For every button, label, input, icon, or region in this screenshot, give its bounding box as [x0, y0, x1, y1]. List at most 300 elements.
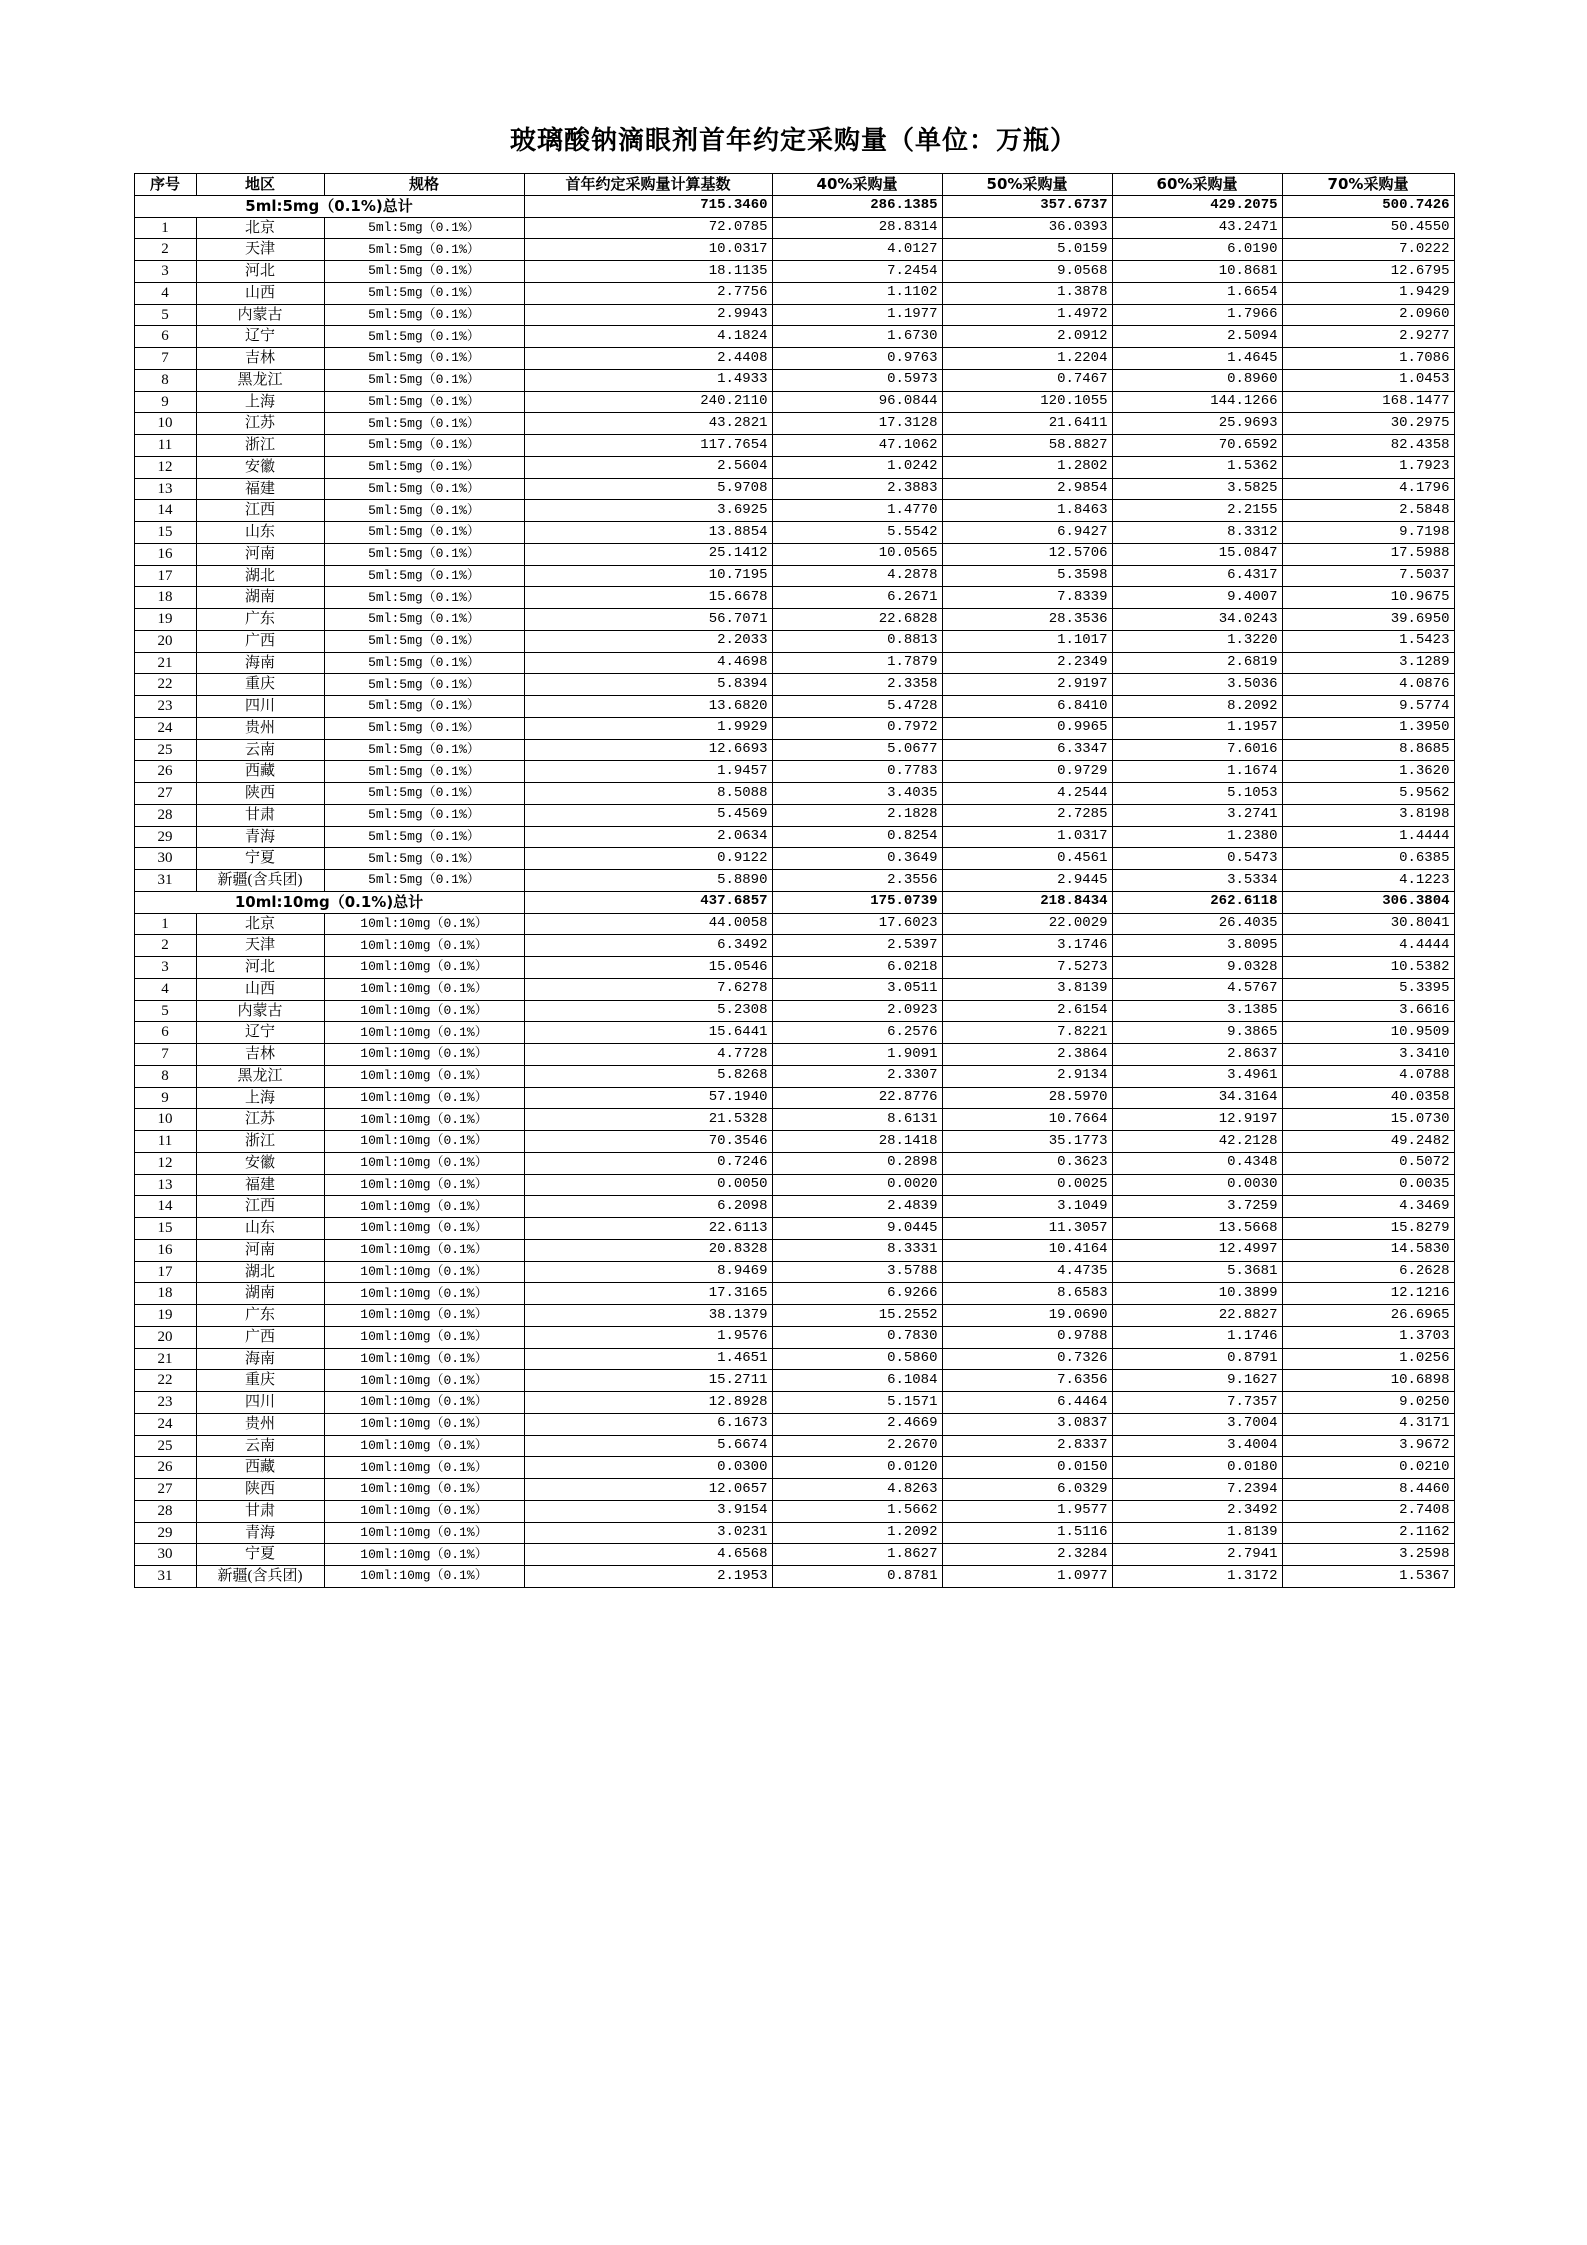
row-index: 17: [134, 1261, 196, 1283]
table-row: [134, 630, 1454, 652]
row-spec: 5ml:5mg（0.1%）: [324, 522, 524, 544]
row-index: 15: [134, 522, 196, 544]
table-row: [134, 609, 1454, 631]
row-value: 10.8681: [1112, 261, 1282, 283]
row-value: 5.9562: [1282, 783, 1454, 805]
row-index: 15: [134, 1218, 196, 1240]
row-value: 1.1746: [1112, 1326, 1282, 1348]
row-value: 1.0453: [1282, 369, 1454, 391]
table-row: [134, 1479, 1454, 1501]
table-row: [134, 239, 1454, 261]
row-value: 0.5973: [772, 369, 942, 391]
row-value: 240.2110: [524, 391, 772, 413]
row-value: 0.0150: [942, 1457, 1112, 1479]
table-body: [134, 195, 1454, 1587]
table-row: [134, 1022, 1454, 1044]
row-value: 9.7198: [1282, 522, 1454, 544]
row-index: 18: [134, 1283, 196, 1305]
row-spec: 5ml:5mg（0.1%）: [324, 761, 524, 783]
row-value: 12.4997: [1112, 1239, 1282, 1261]
row-region: 青海: [196, 826, 324, 848]
row-region: 湖北: [196, 565, 324, 587]
row-value: 7.0222: [1282, 239, 1454, 261]
row-value: 5.0159: [942, 239, 1112, 261]
row-value: 14.5830: [1282, 1239, 1454, 1261]
row-value: 2.3284: [942, 1544, 1112, 1566]
row-region: 天津: [196, 239, 324, 261]
table-row: [134, 935, 1454, 957]
row-spec: 5ml:5mg（0.1%）: [324, 696, 524, 718]
row-index: 27: [134, 783, 196, 805]
row-value: 34.0243: [1112, 609, 1282, 631]
table-row: [134, 1000, 1454, 1022]
row-value: 25.9693: [1112, 413, 1282, 435]
row-value: 12.1216: [1282, 1283, 1454, 1305]
row-region: 山东: [196, 1218, 324, 1240]
subtotal-row: [134, 195, 1454, 217]
row-region: 四川: [196, 1392, 324, 1414]
row-spec: 5ml:5mg（0.1%）: [324, 261, 524, 283]
row-value: 2.0634: [524, 826, 772, 848]
row-spec: 5ml:5mg（0.1%）: [324, 435, 524, 457]
row-value: 8.3312: [1112, 522, 1282, 544]
row-value: 0.5473: [1112, 848, 1282, 870]
table-row: [134, 456, 1454, 478]
row-region: 广西: [196, 630, 324, 652]
table-row: [134, 1500, 1454, 1522]
row-index: 22: [134, 1370, 196, 1392]
row-value: 15.6441: [524, 1022, 772, 1044]
row-value: 9.0568: [942, 261, 1112, 283]
row-region: 江苏: [196, 1109, 324, 1131]
row-value: 5.4569: [524, 804, 772, 826]
row-value: 117.7654: [524, 435, 772, 457]
row-value: 4.7728: [524, 1044, 772, 1066]
row-spec: 10ml:10mg（0.1%）: [324, 1305, 524, 1327]
row-region: 辽宁: [196, 326, 324, 348]
row-value: 3.6616: [1282, 1000, 1454, 1022]
row-spec: 10ml:10mg（0.1%）: [324, 1000, 524, 1022]
row-value: 4.0876: [1282, 674, 1454, 696]
row-value: 0.8813: [772, 630, 942, 652]
row-value: 1.2802: [942, 456, 1112, 478]
row-value: 12.9197: [1112, 1109, 1282, 1131]
row-value: 1.3703: [1282, 1326, 1454, 1348]
row-region: 重庆: [196, 674, 324, 696]
row-region: 海南: [196, 652, 324, 674]
row-value: 10.3899: [1112, 1283, 1282, 1305]
row-index: 5: [134, 304, 196, 326]
row-value: 5.4728: [772, 696, 942, 718]
row-spec: 5ml:5mg（0.1%）: [324, 543, 524, 565]
row-value: 1.0977: [942, 1566, 1112, 1588]
row-value: 0.4348: [1112, 1152, 1282, 1174]
column-header-spec: 规格: [324, 174, 524, 196]
row-spec: 10ml:10mg（0.1%）: [324, 1044, 524, 1066]
row-spec: 5ml:5mg（0.1%）: [324, 630, 524, 652]
row-value: 0.9729: [942, 761, 1112, 783]
row-value: 3.4035: [772, 783, 942, 805]
row-region: 浙江: [196, 1131, 324, 1153]
row-value: 17.6023: [772, 913, 942, 935]
subtotal-label: 5ml:5mg（0.1%)总计: [134, 195, 524, 217]
table-row: [134, 1044, 1454, 1066]
row-value: 10.5382: [1282, 957, 1454, 979]
row-value: 0.5860: [772, 1348, 942, 1370]
row-value: 1.4972: [942, 304, 1112, 326]
row-value: 2.3883: [772, 478, 942, 500]
row-value: 2.0960: [1282, 304, 1454, 326]
row-value: 6.9427: [942, 522, 1112, 544]
row-value: 3.7259: [1112, 1196, 1282, 1218]
row-value: 0.0300: [524, 1457, 772, 1479]
row-value: 1.0242: [772, 456, 942, 478]
row-index: 5: [134, 1000, 196, 1022]
row-value: 22.8827: [1112, 1305, 1282, 1327]
row-spec: 5ml:5mg（0.1%）: [324, 217, 524, 239]
row-value: 2.5604: [524, 456, 772, 478]
row-value: 3.5334: [1112, 870, 1282, 892]
subtotal-value: 429.2075: [1112, 195, 1282, 217]
row-value: 2.4408: [524, 348, 772, 370]
row-value: 3.1289: [1282, 652, 1454, 674]
row-value: 7.2394: [1112, 1479, 1282, 1501]
row-value: 10.7195: [524, 565, 772, 587]
subtotal-value: 175.0739: [772, 891, 942, 913]
row-region: 青海: [196, 1522, 324, 1544]
table-row: [134, 369, 1454, 391]
row-value: 25.1412: [524, 543, 772, 565]
row-spec: 10ml:10mg（0.1%）: [324, 1413, 524, 1435]
row-value: 7.2454: [772, 261, 942, 283]
row-value: 0.2898: [772, 1152, 942, 1174]
row-value: 5.8394: [524, 674, 772, 696]
table-row: [134, 326, 1454, 348]
row-value: 19.0690: [942, 1305, 1112, 1327]
table-row: [134, 282, 1454, 304]
row-value: 3.8198: [1282, 804, 1454, 826]
row-region: 陕西: [196, 783, 324, 805]
row-index: 14: [134, 1196, 196, 1218]
row-value: 9.4007: [1112, 587, 1282, 609]
row-region: 新疆(含兵团): [196, 1566, 324, 1588]
row-value: 7.7357: [1112, 1392, 1282, 1414]
row-value: 0.8781: [772, 1566, 942, 1588]
row-value: 21.6411: [942, 413, 1112, 435]
row-value: 56.7071: [524, 609, 772, 631]
row-spec: 5ml:5mg（0.1%）: [324, 739, 524, 761]
row-index: 26: [134, 761, 196, 783]
table-row: [134, 1370, 1454, 1392]
row-spec: 10ml:10mg（0.1%）: [324, 1283, 524, 1305]
row-region: 北京: [196, 217, 324, 239]
row-value: 4.3469: [1282, 1196, 1454, 1218]
row-value: 4.2878: [772, 565, 942, 587]
table-row: [134, 391, 1454, 413]
row-value: 42.2128: [1112, 1131, 1282, 1153]
row-value: 2.6819: [1112, 652, 1282, 674]
row-value: 8.3331: [772, 1239, 942, 1261]
row-value: 1.8139: [1112, 1522, 1282, 1544]
row-spec: 5ml:5mg（0.1%）: [324, 826, 524, 848]
row-spec: 10ml:10mg（0.1%）: [324, 1174, 524, 1196]
row-value: 10.6898: [1282, 1370, 1454, 1392]
row-value: 1.4770: [772, 500, 942, 522]
row-value: 2.2670: [772, 1435, 942, 1457]
column-header-region: 地区: [196, 174, 324, 196]
row-value: 0.9788: [942, 1326, 1112, 1348]
row-region: 新疆(含兵团): [196, 870, 324, 892]
row-value: 2.7285: [942, 804, 1112, 826]
table-row: [134, 870, 1454, 892]
row-spec: 10ml:10mg（0.1%）: [324, 1522, 524, 1544]
row-value: 43.2471: [1112, 217, 1282, 239]
row-value: 4.1796: [1282, 478, 1454, 500]
row-value: 1.0256: [1282, 1348, 1454, 1370]
row-value: 2.2033: [524, 630, 772, 652]
row-value: 1.3878: [942, 282, 1112, 304]
row-value: 6.8410: [942, 696, 1112, 718]
row-value: 1.7923: [1282, 456, 1454, 478]
row-value: 1.5423: [1282, 630, 1454, 652]
table-row: [134, 848, 1454, 870]
row-value: 3.4961: [1112, 1065, 1282, 1087]
row-spec: 10ml:10mg（0.1%）: [324, 935, 524, 957]
table-row: [134, 1152, 1454, 1174]
row-value: 2.9854: [942, 478, 1112, 500]
table-row: [134, 674, 1454, 696]
row-spec: 10ml:10mg（0.1%）: [324, 1370, 524, 1392]
row-value: 1.9429: [1282, 282, 1454, 304]
row-spec: 10ml:10mg（0.1%）: [324, 1261, 524, 1283]
row-index: 24: [134, 1413, 196, 1435]
row-value: 1.4933: [524, 369, 772, 391]
row-index: 19: [134, 609, 196, 631]
row-region: 云南: [196, 1435, 324, 1457]
row-spec: 10ml:10mg（0.1%）: [324, 1566, 524, 1588]
row-index: 7: [134, 348, 196, 370]
row-value: 1.5362: [1112, 456, 1282, 478]
row-region: 安徽: [196, 456, 324, 478]
row-region: 西藏: [196, 1457, 324, 1479]
row-value: 47.1062: [772, 435, 942, 457]
row-value: 6.0190: [1112, 239, 1282, 261]
row-spec: 10ml:10mg（0.1%）: [324, 1239, 524, 1261]
row-value: 1.9576: [524, 1326, 772, 1348]
row-index: 12: [134, 1152, 196, 1174]
row-value: 22.6828: [772, 609, 942, 631]
row-value: 6.4317: [1112, 565, 1282, 587]
row-value: 0.0030: [1112, 1174, 1282, 1196]
row-value: 70.6592: [1112, 435, 1282, 457]
row-value: 28.3536: [942, 609, 1112, 631]
row-value: 6.0218: [772, 957, 942, 979]
table-row: [134, 304, 1454, 326]
row-index: 23: [134, 1392, 196, 1414]
table-row: [134, 913, 1454, 935]
row-value: 3.1049: [942, 1196, 1112, 1218]
row-value: 3.2598: [1282, 1544, 1454, 1566]
row-value: 8.8685: [1282, 739, 1454, 761]
row-value: 40.0358: [1282, 1087, 1454, 1109]
row-value: 1.7879: [772, 652, 942, 674]
row-spec: 5ml:5mg（0.1%）: [324, 326, 524, 348]
row-value: 26.4035: [1112, 913, 1282, 935]
table-row: [134, 717, 1454, 739]
table-row: [134, 217, 1454, 239]
row-value: 2.2155: [1112, 500, 1282, 522]
row-index: 1: [134, 913, 196, 935]
row-value: 0.3623: [942, 1152, 1112, 1174]
row-value: 5.5542: [772, 522, 942, 544]
row-value: 120.1055: [942, 391, 1112, 413]
row-region: 广东: [196, 1305, 324, 1327]
row-index: 18: [134, 587, 196, 609]
subtotal-value: 286.1385: [772, 195, 942, 217]
row-value: 3.4004: [1112, 1435, 1282, 1457]
table-row: [134, 1196, 1454, 1218]
row-value: 0.0180: [1112, 1457, 1282, 1479]
table-row: [134, 478, 1454, 500]
row-index: 4: [134, 282, 196, 304]
row-value: 6.2576: [772, 1022, 942, 1044]
row-region: 江苏: [196, 413, 324, 435]
row-region: 河北: [196, 957, 324, 979]
row-value: 0.7326: [942, 1348, 1112, 1370]
row-value: 9.3865: [1112, 1022, 1282, 1044]
table-row: [134, 1457, 1454, 1479]
row-value: 34.3164: [1112, 1087, 1282, 1109]
row-value: 1.3172: [1112, 1566, 1282, 1588]
row-value: 7.5037: [1282, 565, 1454, 587]
row-region: 安徽: [196, 1152, 324, 1174]
row-value: 10.9675: [1282, 587, 1454, 609]
row-value: 6.2671: [772, 587, 942, 609]
row-value: 1.6730: [772, 326, 942, 348]
row-value: 6.3492: [524, 935, 772, 957]
table-row: [134, 804, 1454, 826]
row-index: 10: [134, 1109, 196, 1131]
row-region: 辽宁: [196, 1022, 324, 1044]
row-value: 28.5970: [942, 1087, 1112, 1109]
column-header-p60: 60%采购量: [1112, 174, 1282, 196]
row-value: 58.8827: [942, 435, 1112, 457]
row-value: 1.9091: [772, 1044, 942, 1066]
row-value: 3.9154: [524, 1500, 772, 1522]
row-value: 10.7664: [942, 1109, 1112, 1131]
row-value: 28.1418: [772, 1131, 942, 1153]
row-value: 1.0317: [942, 826, 1112, 848]
table-row: [134, 1239, 1454, 1261]
row-value: 30.2975: [1282, 413, 1454, 435]
column-header-index: 序号: [134, 174, 196, 196]
row-value: 4.4698: [524, 652, 772, 674]
row-value: 57.1940: [524, 1087, 772, 1109]
row-index: 21: [134, 652, 196, 674]
row-value: 3.7004: [1112, 1413, 1282, 1435]
header-row: [134, 174, 1454, 196]
row-spec: 5ml:5mg（0.1%）: [324, 500, 524, 522]
row-value: 49.2482: [1282, 1131, 1454, 1153]
row-value: 5.1053: [1112, 783, 1282, 805]
row-value: 6.4464: [942, 1392, 1112, 1414]
row-region: 甘肃: [196, 1500, 324, 1522]
row-index: 3: [134, 957, 196, 979]
row-value: 3.5825: [1112, 478, 1282, 500]
row-value: 2.3307: [772, 1065, 942, 1087]
row-spec: 10ml:10mg（0.1%）: [324, 1392, 524, 1414]
row-value: 22.8776: [772, 1087, 942, 1109]
row-region: 上海: [196, 391, 324, 413]
row-value: 0.0020: [772, 1174, 942, 1196]
row-value: 15.0546: [524, 957, 772, 979]
table-row: [134, 1522, 1454, 1544]
row-value: 2.1953: [524, 1566, 772, 1588]
row-value: 3.5788: [772, 1261, 942, 1283]
row-value: 6.0329: [942, 1479, 1112, 1501]
subtotal-value: 262.6118: [1112, 891, 1282, 913]
row-value: 5.3395: [1282, 978, 1454, 1000]
row-value: 28.8314: [772, 217, 942, 239]
row-value: 96.0844: [772, 391, 942, 413]
row-value: 50.4550: [1282, 217, 1454, 239]
row-value: 35.1773: [942, 1131, 1112, 1153]
row-spec: 5ml:5mg（0.1%）: [324, 478, 524, 500]
row-value: 3.1746: [942, 935, 1112, 957]
table-row: [134, 1348, 1454, 1370]
row-value: 2.7941: [1112, 1544, 1282, 1566]
row-value: 8.6583: [942, 1283, 1112, 1305]
row-value: 3.8139: [942, 978, 1112, 1000]
column-header-p70: 70%采购量: [1282, 174, 1454, 196]
row-index: 12: [134, 456, 196, 478]
row-spec: 5ml:5mg（0.1%）: [324, 674, 524, 696]
table-row: [134, 1326, 1454, 1348]
row-spec: 10ml:10mg（0.1%）: [324, 1500, 524, 1522]
row-value: 1.3220: [1112, 630, 1282, 652]
row-value: 1.9929: [524, 717, 772, 739]
subtotal-label: 10ml:10mg（0.1%)总计: [134, 891, 524, 913]
row-value: 5.9708: [524, 478, 772, 500]
row-value: 0.5072: [1282, 1152, 1454, 1174]
row-value: 0.7467: [942, 369, 1112, 391]
row-value: 0.8254: [772, 826, 942, 848]
row-value: 9.0328: [1112, 957, 1282, 979]
row-value: 15.0847: [1112, 543, 1282, 565]
row-value: 3.1385: [1112, 1000, 1282, 1022]
table-row: [134, 1131, 1454, 1153]
row-value: 1.2092: [772, 1522, 942, 1544]
subtotal-value: 306.3804: [1282, 891, 1454, 913]
row-value: 2.3864: [942, 1044, 1112, 1066]
row-region: 陕西: [196, 1479, 324, 1501]
row-value: 8.4460: [1282, 1479, 1454, 1501]
row-index: 9: [134, 391, 196, 413]
row-region: 山西: [196, 978, 324, 1000]
row-value: 0.9122: [524, 848, 772, 870]
subtotal-value: 437.6857: [524, 891, 772, 913]
row-index: 3: [134, 261, 196, 283]
row-value: 4.4735: [942, 1261, 1112, 1283]
row-region: 内蒙古: [196, 1000, 324, 1022]
row-value: 10.0565: [772, 543, 942, 565]
row-index: 26: [134, 1457, 196, 1479]
row-value: 1.2204: [942, 348, 1112, 370]
table-row: [134, 761, 1454, 783]
row-spec: 10ml:10mg（0.1%）: [324, 1326, 524, 1348]
row-value: 1.3620: [1282, 761, 1454, 783]
row-index: 8: [134, 1065, 196, 1087]
